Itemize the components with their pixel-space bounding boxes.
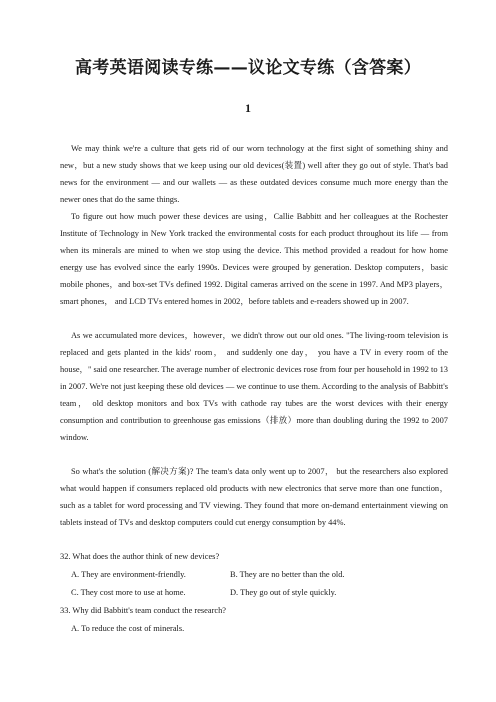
document-title: 高考英语阅读专练——议论文专练（含答案） [75,58,421,78]
paragraph-4: So what's the solution (解决方案)? The team's data only went up to 2007， but the researchers also explored what would happen if consumers replaced old products with new electronics that serve more than one function，such as a tablet for word processing and TV viewing. They found that more on-demand entertainment viewing on tablets instead of TVs and desktop computers could cut energy consumption by 44%. [60,467,448,527]
question-32-option-b: B. They are no better than the old. [230,570,345,579]
paragraph-3: As we accumulated more devices，however，we didn't throw out our old ones. "The living-room television is replaced and gets planted in the kids' room， and suddenly one day， you have a TV in every room of the house，" said one researcher. The average number of electronic devices rose from four per household in 1992 to 13 in 2007. We're not just keeping these old devices — we continue to use them. According to the analysis of Babbitt's team， old desktop monitors and box TVs with cathode ray tubes are the worst devices with their energy consumption and contribution to greenhouse gas emissions（排放）more than doubling during the 1992 to 2007 window. [60,331,448,442]
passage-number: 1 [245,101,251,115]
question-32-option-d: D. They go out of style quickly. [230,588,337,597]
question-32-option-a: A. They are environment-friendly. [71,570,186,579]
question-33-option-a: A. To reduce the cost of minerals. [71,624,185,633]
question-32-option-c: C. They cost more to use at home. [71,588,186,597]
paragraph-1: We may think we're a culture that gets rid of our worn technology at the first sight of something shiny and new，but a new study shows that we keep using our old devices(装置) well after they go out of style. That's bad news for the environment — and our wallets — as these outdated devices consume much more energy than the newer ones that do the same things. [60,144,448,204]
question-32-stem: 32. What does the author think of new devices? [60,552,220,561]
paragraph-2: To figure out how much power these devices are using，Callie Babbitt and her colleagues at the Rochester Institute of Technology in New York tracked the environmental costs for each product throughout its life — from when its minerals are mined to when we stop using the device. This method provided a readout for how home energy use has evolved since the early 1990s. Devices were grouped by generation. Desktop computers，basic mobile phones，and box-set TVs defined 1992. Digital cameras arrived on the scene in 1997. And MP3 players，smart phones， and LCD TVs entered homes in 2002，before tablets and e-readers showed up in 2007. [60,212,448,306]
question-33-stem: 33. Why did Babbitt's team conduct the research? [60,606,227,615]
